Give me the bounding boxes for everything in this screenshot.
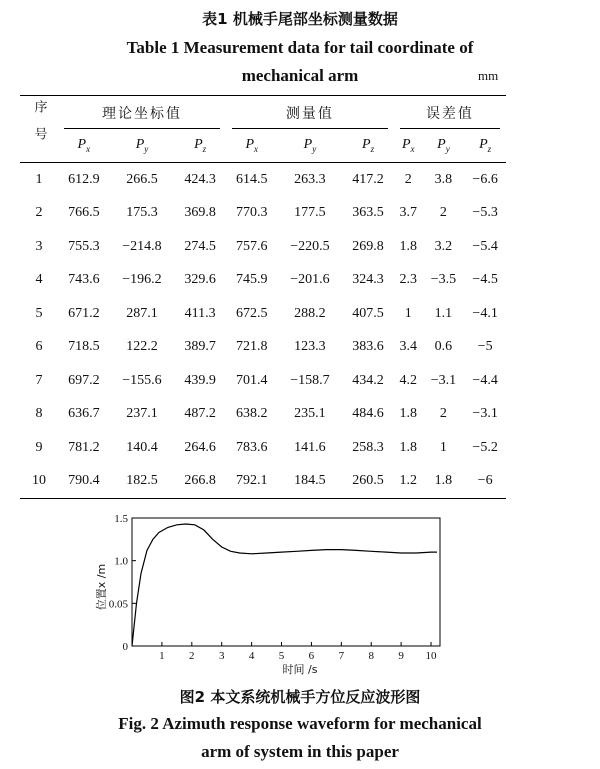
table-cell: 288.2 — [294, 305, 326, 321]
row-index-cell: 3 — [35, 238, 43, 254]
table-cell: −4.1 — [472, 305, 498, 321]
table-cell: 792.1 — [236, 473, 268, 489]
table-cell: −5.2 — [472, 439, 498, 455]
table-cell: 141.6 — [294, 439, 326, 455]
table-cell: −5.4 — [472, 238, 498, 254]
y-tick-label: 0 — [122, 641, 128, 653]
x-tick-label: 9 — [398, 650, 404, 662]
unit-label: mm — [478, 68, 499, 83]
x-tick-label: 10 — [425, 650, 437, 662]
table-cell: −3.1 — [430, 372, 457, 388]
table-cell: 417.2 — [352, 171, 384, 187]
table-cell: 3.7 — [399, 205, 417, 221]
table-cell: −6 — [477, 473, 493, 489]
y-tick-label: 1.5 — [114, 513, 128, 525]
seq-header: 序号 — [31, 100, 47, 154]
table-cell: 766.5 — [68, 205, 100, 221]
col-header-py: $P_y$ — [135, 137, 149, 154]
table-cell: 781.2 — [68, 439, 100, 455]
table-row — [20, 331, 506, 365]
x-tick-label: 2 — [189, 650, 195, 662]
col-header-px: $P_x$ — [245, 137, 259, 154]
table-cell: 1.8 — [434, 473, 453, 489]
table-cell: −155.6 — [122, 372, 162, 388]
table-cell: 266.8 — [184, 473, 216, 489]
figure-caption-en-line2: arm of system in this paper — [201, 742, 399, 761]
row-index-cell: 7 — [35, 372, 43, 388]
x-tick-label: 6 — [308, 650, 315, 662]
group-header-theory: 理论坐标值 — [58, 96, 226, 130]
table-cell: 484.6 — [352, 406, 384, 422]
table-cell: 487.2 — [184, 406, 216, 422]
table-cell: 411.3 — [184, 305, 216, 321]
table-cell: −5.3 — [472, 205, 498, 221]
table-cell: 701.4 — [236, 372, 268, 388]
table-cell: 743.6 — [68, 272, 100, 288]
response-chart — [95, 505, 515, 677]
table-cell: 755.3 — [68, 238, 100, 254]
table-cell: 4.2 — [399, 372, 417, 388]
group-header-error: 误差值 — [394, 96, 506, 130]
table-cell: 407.5 — [352, 305, 384, 321]
response-curve — [132, 524, 437, 646]
table-cell: 1.8 — [399, 439, 417, 455]
table-cell: 0.6 — [434, 339, 453, 355]
table-caption-en-line2: mechanical arm — [241, 66, 359, 85]
table-cell: 721.8 — [236, 339, 268, 355]
table-row — [20, 398, 506, 432]
col-header-py: $P_y$ — [437, 137, 450, 154]
table-cell: −214.8 — [122, 238, 162, 254]
table-cell: −3.1 — [472, 406, 498, 422]
table-cell: 175.3 — [126, 205, 158, 221]
table-row — [20, 197, 506, 231]
table-cell: 363.5 — [352, 205, 384, 221]
table-cell: 177.5 — [294, 205, 326, 221]
table-cell: −4.5 — [472, 272, 498, 288]
y-axis-label: 位置x /m — [95, 563, 108, 611]
table-cell: 636.7 — [68, 406, 100, 422]
table-cell: 329.6 — [184, 272, 216, 288]
table-cell: −3.5 — [430, 272, 457, 288]
col-header-px: $P_x$ — [401, 137, 415, 154]
row-index-cell: 8 — [35, 406, 43, 422]
table-cell: −220.5 — [290, 238, 330, 254]
table-cell: 2.3 — [399, 272, 417, 288]
table-cell: 237.1 — [126, 406, 158, 422]
row-index-cell: 9 — [35, 439, 43, 455]
table-row — [20, 364, 506, 398]
table-cell: 182.5 — [126, 473, 158, 489]
table-row — [20, 431, 506, 465]
table-row — [20, 163, 506, 197]
col-header-px: $P_x$ — [77, 137, 91, 154]
table-cell: 274.5 — [184, 238, 216, 254]
row-index-cell: 6 — [35, 339, 43, 355]
table-cell: 1.2 — [399, 473, 417, 489]
table-cell: 672.5 — [236, 305, 268, 321]
y-tick-label: 0.05 — [108, 598, 128, 611]
table-cell: 258.3 — [352, 439, 384, 455]
table-cell: 697.2 — [68, 372, 100, 388]
table-row — [20, 465, 506, 499]
table-cell: 2 — [439, 205, 447, 221]
table-cell: 1.8 — [399, 406, 417, 422]
group-header-measured: 测量值 — [226, 96, 394, 130]
table-cell: 1.8 — [399, 238, 417, 254]
table-cell: 122.2 — [126, 339, 158, 355]
row-index-cell: 5 — [35, 305, 43, 321]
table-caption-cn: 表1 机械手尾部坐标测量数据 — [202, 10, 398, 28]
y-tick-label: 1.0 — [114, 555, 128, 568]
table-cell: 424.3 — [184, 171, 216, 187]
table-cell: −158.7 — [290, 372, 330, 388]
table-cell: 269.8 — [352, 238, 384, 254]
table-cell: 3.4 — [399, 339, 417, 355]
figure-caption-cn: 图2 本文系统机械手方位反应波形图 — [179, 688, 421, 706]
table-cell: 123.3 — [294, 339, 326, 355]
x-tick-label: 8 — [368, 650, 374, 662]
table-cell: −5 — [477, 339, 493, 355]
table-cell: 1.1 — [434, 305, 453, 321]
x-tick-label: 1 — [159, 650, 165, 662]
table-cell: 439.9 — [184, 372, 216, 388]
table-cell: 757.6 — [236, 238, 268, 254]
table-cell: 1 — [439, 439, 447, 455]
table-cell: 264.6 — [184, 439, 216, 455]
table-cell: 745.9 — [236, 272, 268, 288]
figure-caption-en-line1: Fig. 2 Azimuth response waveform for mechanical — [118, 714, 482, 733]
table-cell: 2 — [404, 171, 412, 187]
table-cell: 140.4 — [126, 439, 158, 455]
measurement-table — [20, 95, 506, 499]
table-cell: 324.3 — [352, 272, 384, 288]
x-tick-label: 3 — [218, 650, 225, 662]
table-row — [20, 264, 506, 298]
table-cell: 266.5 — [126, 171, 158, 187]
table-cell: 612.9 — [68, 171, 100, 187]
table-cell: 614.5 — [236, 171, 268, 187]
col-header-pz: $P_z$ — [194, 137, 207, 154]
table-cell: 389.7 — [184, 339, 216, 355]
table-cell: 184.5 — [294, 473, 326, 489]
col-header-pz: $P_z$ — [479, 137, 492, 154]
table-cell: 260.5 — [352, 473, 384, 489]
table-row — [20, 230, 506, 264]
plot-frame — [132, 518, 440, 646]
table-cell: 783.6 — [236, 439, 268, 455]
x-tick-label: 5 — [278, 650, 285, 662]
table-cell: 718.5 — [68, 339, 100, 355]
table-cell: 369.8 — [184, 205, 216, 221]
col-header-py: $P_y$ — [303, 137, 317, 154]
x-tick-label: 4 — [248, 650, 255, 662]
col-header-pz: $P_z$ — [362, 137, 375, 154]
table-row — [20, 297, 506, 331]
table-cell: 235.1 — [294, 406, 326, 422]
row-index-cell: 1 — [35, 171, 43, 187]
table-cell: 434.2 — [352, 372, 384, 388]
row-index-cell: 4 — [35, 272, 43, 288]
table-cell: 3.8 — [434, 171, 453, 187]
table-cell: 287.1 — [126, 305, 158, 321]
row-index-cell: 10 — [32, 473, 46, 489]
table-cell: 1 — [404, 305, 412, 321]
x-tick-label: 7 — [338, 650, 345, 662]
table-cell: 671.2 — [68, 305, 100, 321]
table-cell: 263.3 — [294, 171, 326, 187]
table-cell: 638.2 — [236, 406, 268, 422]
table-caption-en-line1: Table 1 Measurement data for tail coordinate of — [126, 38, 474, 57]
table-cell: 383.6 — [352, 339, 384, 355]
table-cell: −201.6 — [290, 272, 330, 288]
row-index-cell: 2 — [35, 205, 43, 221]
table-cell: 770.3 — [236, 205, 268, 221]
table-cell: −4.4 — [472, 372, 498, 388]
x-axis-label: 时间 /s — [282, 663, 318, 676]
table-cell: 3.2 — [434, 238, 453, 254]
table-cell: 2 — [439, 406, 447, 422]
table-cell: −6.6 — [472, 171, 498, 187]
table-cell: −196.2 — [122, 272, 162, 288]
table-cell: 790.4 — [68, 473, 100, 489]
